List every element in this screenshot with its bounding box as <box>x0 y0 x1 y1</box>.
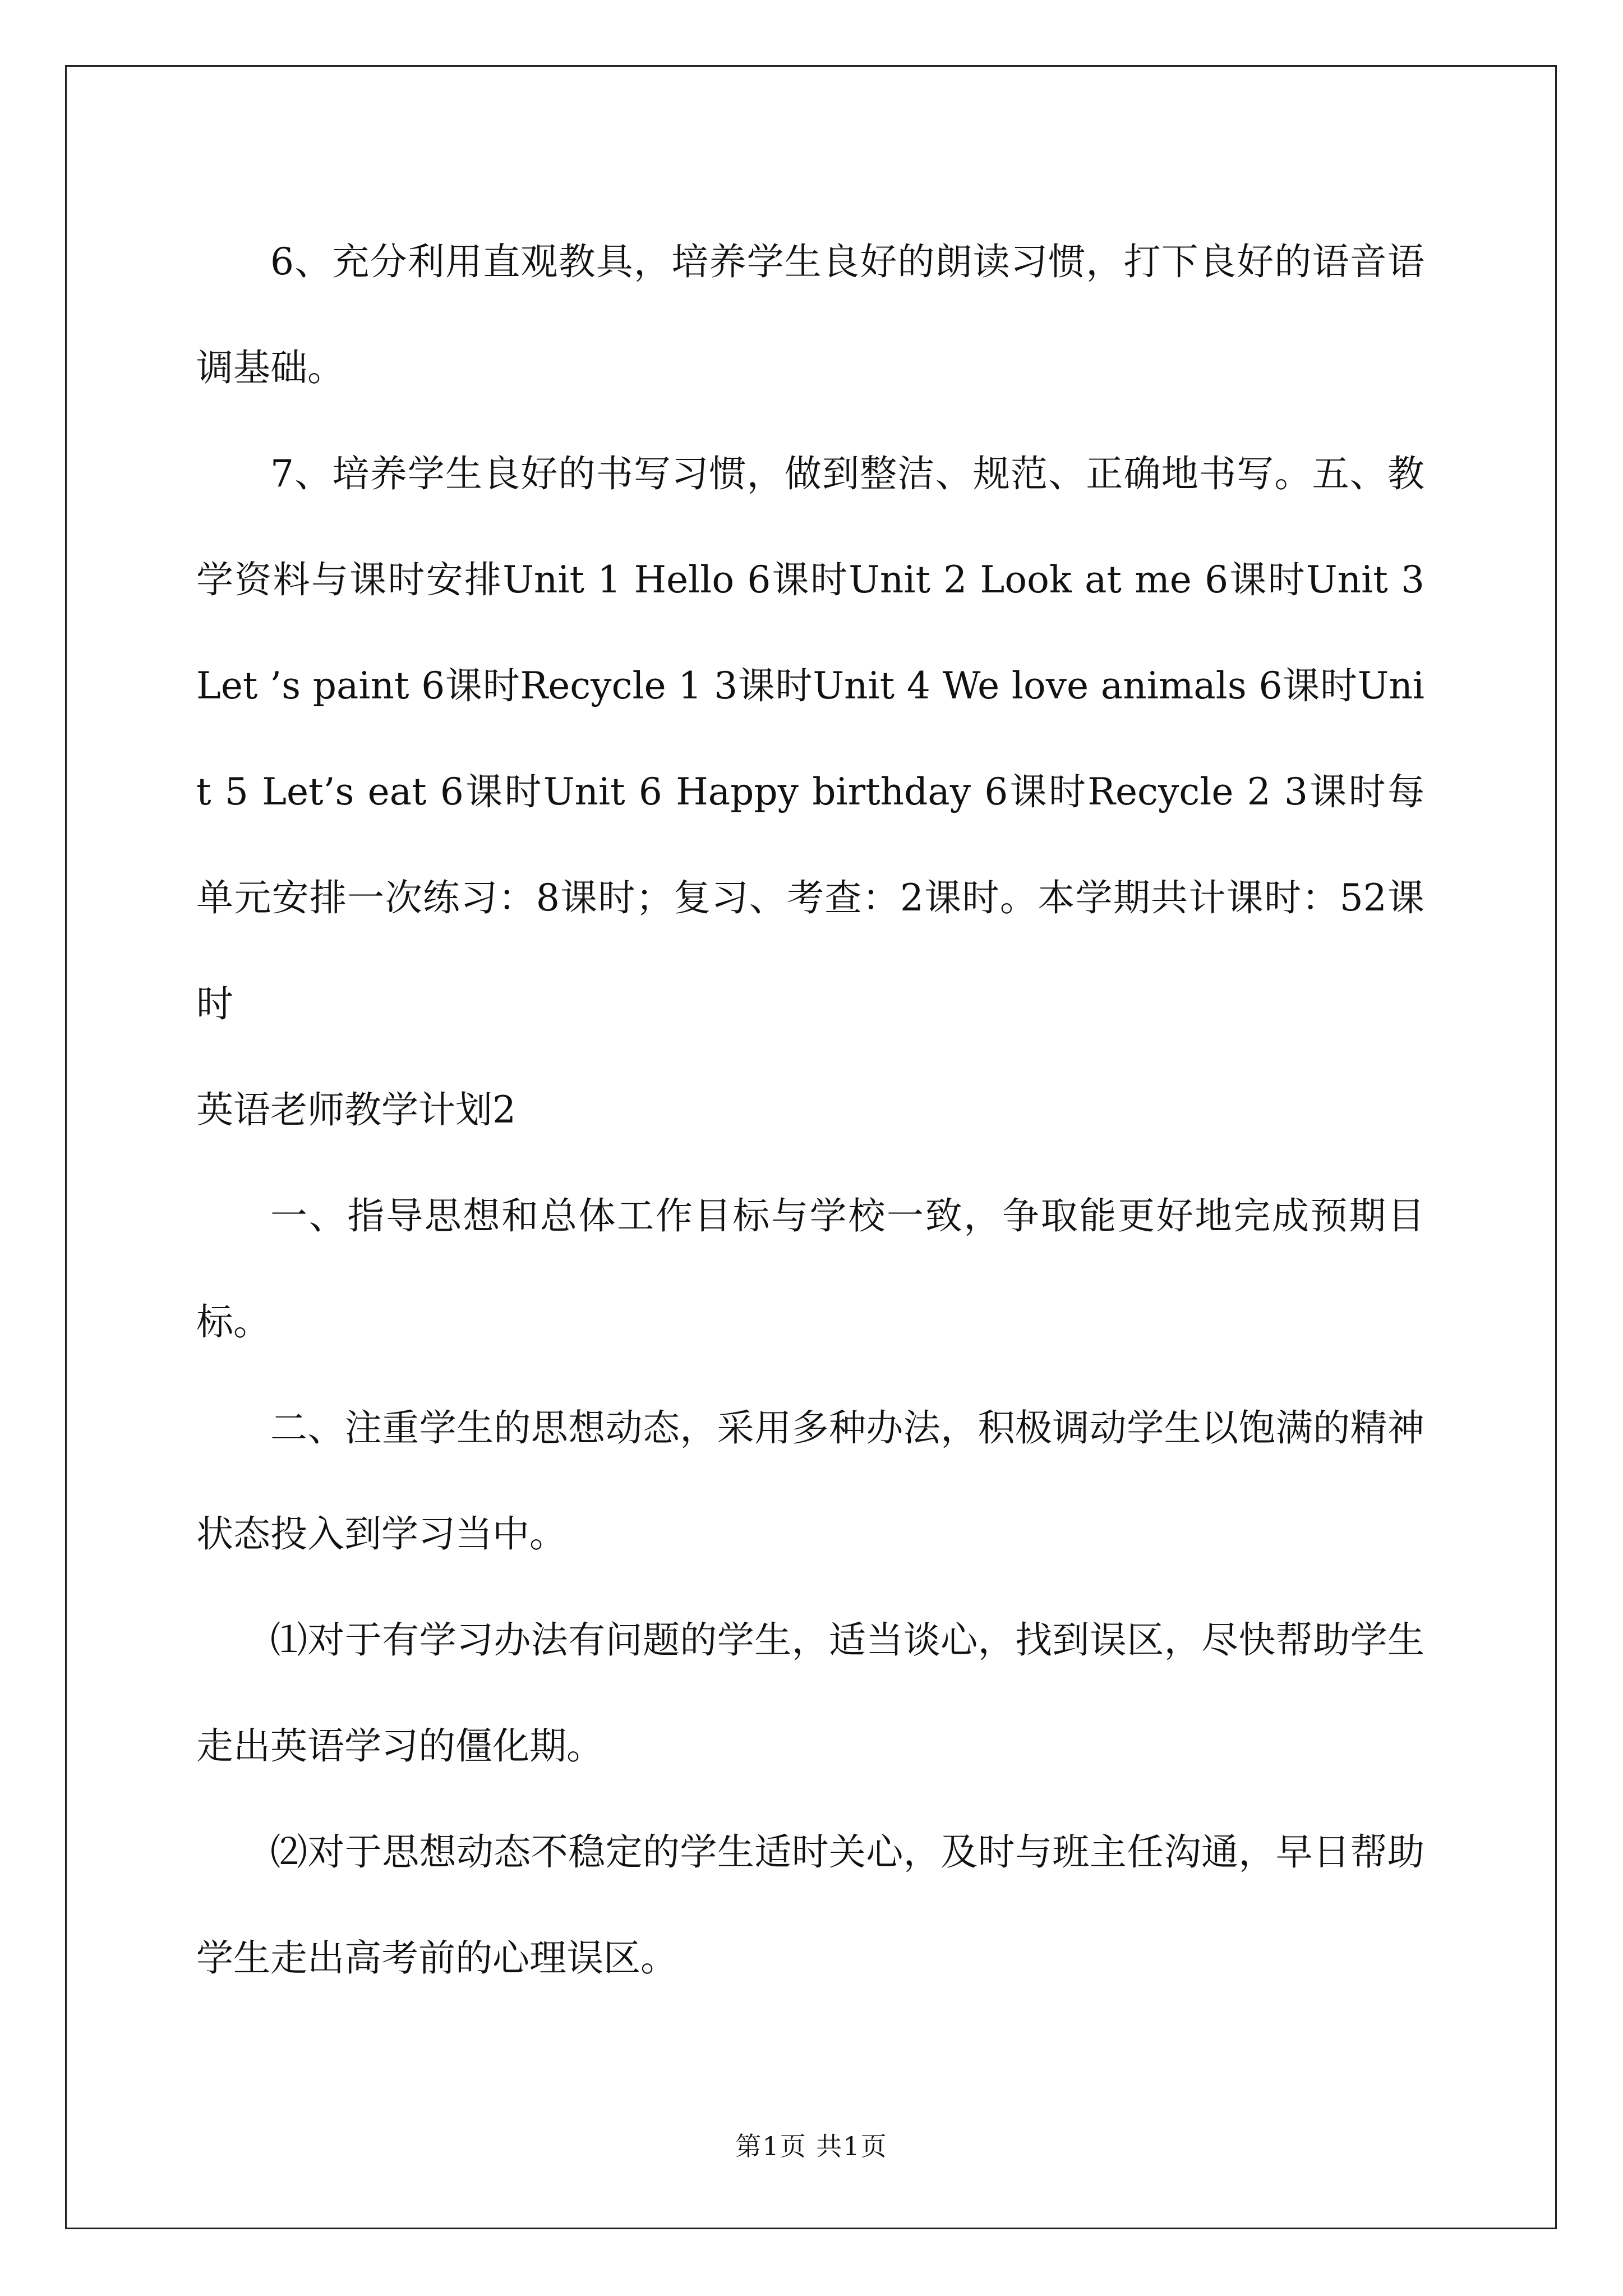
paragraph-emotional-care: ⑵对于思想动态不稳定的学生适时关心，及时与班主任沟通，早日帮助学生走出高考前的心理误区。 <box>196 1830 1424 1980</box>
paragraph-item-7-schedule: 7、培养学生良好的书写习惯，做到整洁、规范、正确地书写。五、教学资料与课时安排Unit 1 Hello 6课时Unit 2 Look at me 6课时Unit 3 Let ’s paint 6课时Recycle 1 3课时Unit 4 We love animals 6课时Unit 5 Let’s eat 6课时Unit 6 Happy birthday 6课时Recycle 2 3课时每单元安排一次练习：8课时；复习、考查：2课时。本学期共计课时：52课时 <box>196 452 1424 1025</box>
paragraph-guiding-thought: 一、指导思想和总体工作目标与学校一致，争取能更好地完成预期目标。 <box>196 1194 1424 1343</box>
section-title: 英语老师教学计划2 <box>196 1088 516 1131</box>
page-number-footer: 第1页 共1页 <box>735 2131 888 2161</box>
paragraph-learning-method: ⑴对于有学习办法有问题的学生，适当谈心，找到误区，尽快帮助学生走出英语学习的僵化期。 <box>196 1618 1424 1768</box>
paragraph-item-6: 6、充分利用直观教具，培养学生良好的朗读习惯，打下良好的语音语调基础。 <box>196 240 1424 389</box>
paragraph-student-mindset: 二、注重学生的思想动态，采用多种办法，积极调动学生以饱满的精神状态投入到学习当中。 <box>196 1406 1424 1556</box>
document-body <box>196 209 1424 2011</box>
